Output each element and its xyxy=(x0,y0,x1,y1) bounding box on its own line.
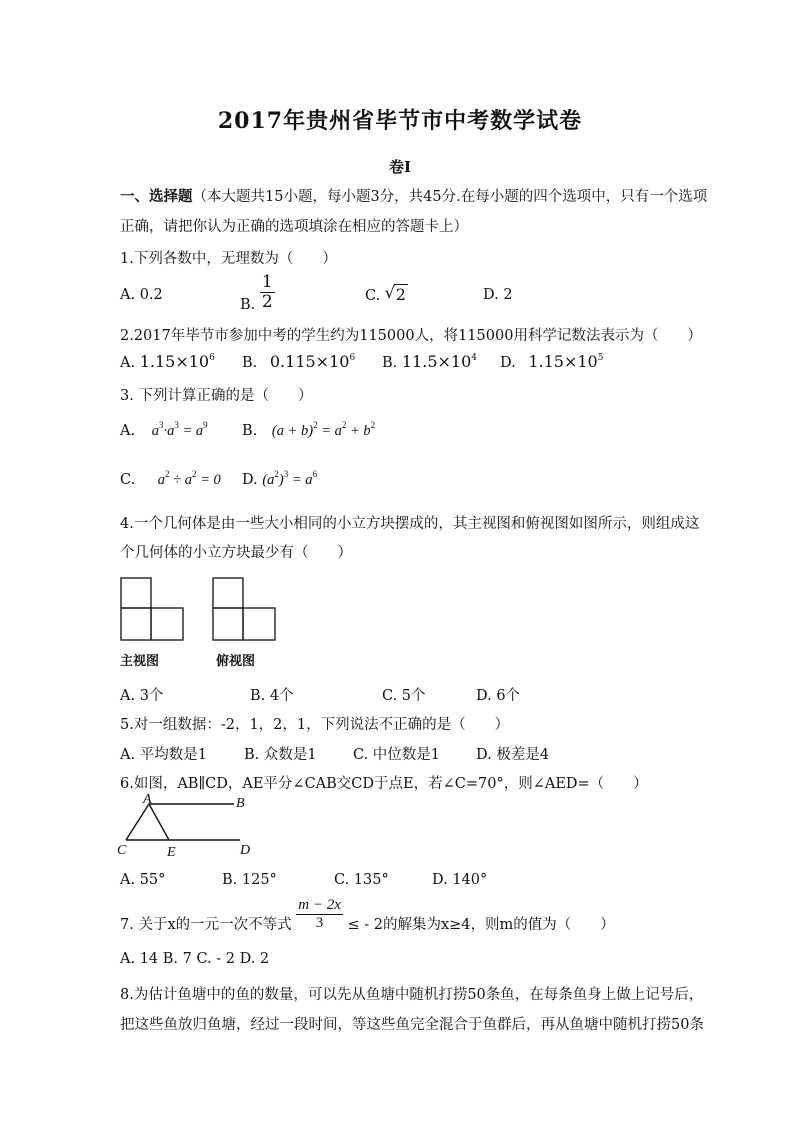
q2-option-b-label: B. xyxy=(242,355,258,371)
q2-option-c-exp: 4 xyxy=(471,353,477,363)
q7-stem xyxy=(120,898,615,931)
segment-ae xyxy=(149,804,169,840)
q3-option-b xyxy=(242,420,376,440)
q4-option-b: B. 4个 xyxy=(250,688,294,704)
q1-fraction-den: 2 xyxy=(261,292,273,312)
q3-option-c xyxy=(120,469,221,489)
q2-option-d-exp: 5 xyxy=(597,353,604,363)
q4-stem-2: 个几何体的小立方块最少有（ ） xyxy=(120,545,352,561)
q3-option-a-expr: $a^3\cdot a^3 = a^9$ xyxy=(151,420,208,439)
q6-option-c: C. 135° xyxy=(334,872,389,888)
q1-option-b xyxy=(240,274,275,311)
top-view-cell-top xyxy=(213,578,243,608)
q3-option-b-expr: $(a + b)^2 = a^2 + b^2$ xyxy=(271,420,376,439)
section-intro-text-1: （本大题共15小题，每小题3分，共45分.在每小题的四个选项中，只有一个选项 xyxy=(192,189,708,205)
q2-option-c xyxy=(382,352,477,371)
q2-option-d-base: 1.15×10 xyxy=(528,352,598,371)
front-view-cube-bottom-right xyxy=(151,608,183,640)
q5-option-c: C. 中位数是1 xyxy=(353,747,441,763)
q3-option-b-label: B. xyxy=(242,423,258,439)
q3-option-d-expr: $(a^2)^3 = a^6$ xyxy=(262,469,318,488)
q7-stem-pre: 7. 关于x的一元一次不等式 xyxy=(120,916,292,933)
q4-front-view xyxy=(121,578,183,640)
section-intro-text-2: 正确，请把你认为正确的选项填涂在相应的答题卡上） xyxy=(120,219,468,235)
q5-option-b: B. 众数是1 xyxy=(244,747,317,763)
q3-option-a xyxy=(120,420,208,440)
q7-stem-post: ≤ - 2的解集为x≥4，则m的值为（ ） xyxy=(347,916,615,933)
q2-option-a-exp: 6 xyxy=(209,353,215,363)
top-view-cell-bottom-right xyxy=(243,608,275,640)
q1-option-c-label: C. xyxy=(365,288,381,304)
q6-figure xyxy=(112,792,262,862)
top-view-cell-bottom-left xyxy=(213,608,243,640)
q5-option-a: A. 平均数是1 xyxy=(120,747,207,763)
q7-fraction xyxy=(296,898,343,931)
q2-stem: 2.2017年毕节市参加中考的学生约为115000人，将115000用科学记数法表示为（ ） xyxy=(120,328,702,344)
q5-stem: 5.对一组数据：-2，1，2，1，下列说法不正确的是（ ） xyxy=(120,717,510,733)
q1-fraction xyxy=(260,274,275,311)
q2-option-c-label: B. xyxy=(382,355,398,371)
q3-option-c-label: C. xyxy=(120,472,136,488)
q1-stem: 1.下列各数中，无理数为（ ） xyxy=(120,251,337,267)
q2-option-a-base: 1.15×10 xyxy=(139,352,210,371)
q6-stem: 6.如图，AB∥CD，AE平分∠CAB交CD于点E，若∠C=70°，则∠AED=（ ） xyxy=(120,776,648,792)
q4-stem-1: 4.一个几何体是由一些大小相同的小立方块摆成的，其主视图和俯视图如图所示，则组成这 xyxy=(120,516,700,532)
q3-stem: 3. 下列计算正确的是（ ） xyxy=(120,388,313,404)
q2-option-a-label: A. xyxy=(120,355,136,371)
q3-option-d xyxy=(242,469,318,489)
q1-sqrt-radicand: 2 xyxy=(395,285,406,304)
q4-top-view xyxy=(213,578,275,640)
q2-option-c-base: 11.5×10 xyxy=(401,352,472,371)
q2-option-b-base: 0.115×10 xyxy=(269,352,350,371)
q7-fraction-den: 3 xyxy=(315,915,324,931)
label-e: E xyxy=(167,845,176,860)
segment-ac xyxy=(126,804,149,840)
q3-option-a-label: A. xyxy=(120,423,136,439)
q7-fraction-num: m − 2x xyxy=(298,897,341,913)
q5-option-d: D. 极差是4 xyxy=(476,747,550,763)
q2-option-d xyxy=(500,352,603,371)
q3-option-c-expr: $a^2 \div a^2 = 0$ xyxy=(157,469,221,488)
q2-option-d-label: D. xyxy=(500,355,516,371)
q4-option-c: C. 5个 xyxy=(382,688,426,704)
q3-option-d-label: D. xyxy=(242,472,258,488)
q2-option-b-exp: 6 xyxy=(349,353,356,363)
label-b: B xyxy=(236,796,245,811)
q4-option-a: A. 3个 xyxy=(120,688,164,704)
page-title: 2017年贵州省毕节市中考数学试卷 xyxy=(217,108,583,134)
q1-sqrt xyxy=(385,285,408,304)
q2-option-a xyxy=(120,352,215,371)
q4-caption-top: 俯视图 xyxy=(216,654,256,669)
q1-option-d: D. 2 xyxy=(483,287,513,303)
section-heading: 一、选择题 xyxy=(120,188,193,205)
section-subtitle: 卷I xyxy=(388,158,412,176)
section-intro xyxy=(120,185,707,206)
q8-line-1: 8.为估计鱼塘中的鱼的数量，可以先从鱼塘中随机打捞50条鱼，在每条鱼身上做上记号后， xyxy=(120,987,704,1003)
label-c: C xyxy=(117,843,127,858)
q6-option-a: A. 55° xyxy=(120,872,166,888)
sqrt-symbol-icon: √ xyxy=(384,283,395,302)
label-a: A xyxy=(143,792,152,807)
q1-fraction-num: 1 xyxy=(261,272,273,292)
q1-option-b-label: B. xyxy=(240,296,256,313)
q1-option-c xyxy=(365,285,408,304)
front-view-cube-bottom-left xyxy=(121,608,151,640)
q4-caption-front: 主视图 xyxy=(120,654,160,669)
q4-option-d: D. 6个 xyxy=(476,688,521,704)
q2-option-b xyxy=(242,352,355,371)
q8-line-2: 把这些鱼放归鱼塘，经过一段时间，等这些鱼完全混合于鱼群后，再从鱼塘中随机打捞50条 xyxy=(120,1017,704,1033)
q6-option-d: D. 140° xyxy=(432,872,488,888)
q6-option-b: B. 125° xyxy=(222,872,277,888)
label-d: D xyxy=(240,843,251,858)
q7-options: A. 14 B. 7 C. - 2 D. 2 xyxy=(120,951,270,967)
q1-option-a: A. 0.2 xyxy=(120,287,163,303)
front-view-cube-top xyxy=(121,578,151,608)
